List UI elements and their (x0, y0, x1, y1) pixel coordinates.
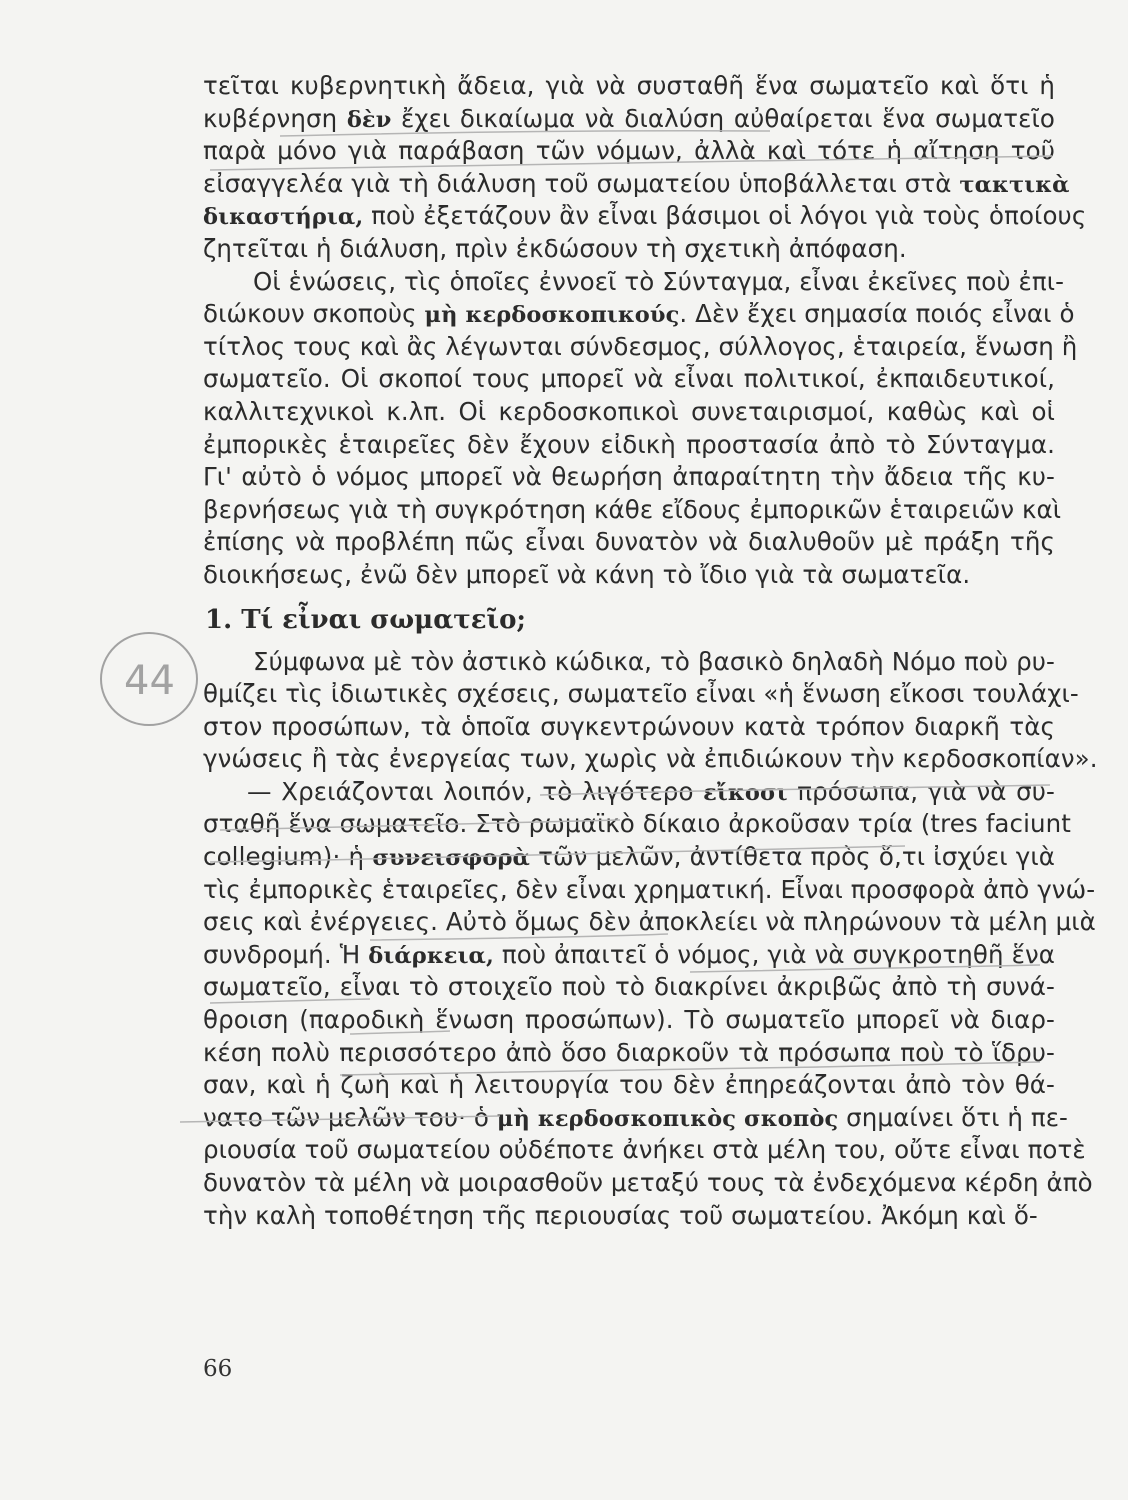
bold-term: συνεισφορὰ (372, 845, 530, 872)
text-line: Οἱ ἑνώσεις, τὶς ὁποῖες ἐννοεῖ τὸ Σύνταγμα, εἶναι ἐκεῖνες ποὺ ἐπι- (253, 266, 1065, 296)
text-line: δυνατὸν τὰ μέλη νὰ μοιρασθοῦν μεταξύ τους τὰ ἐνδεχόμενα κέρδη ἀπὸ (203, 1168, 1093, 1197)
text-line: ζητεῖται ἡ διάλυση, πρὶν ἐκδώσουν τὴ σχετικὴ ἀπόφαση. (203, 233, 907, 263)
text-line: σαν, καὶ ἡ ζωὴ καὶ ἡ λειτουργία του δὲν ἐπηρεάζονται ἀπὸ τὸν θά- (203, 1070, 1055, 1100)
text-line: βερνήσεως γιὰ τὴ συγκρότηση κάθε εἴδους ἐμπορικῶν ἑταιρειῶν καὶ (203, 494, 1062, 524)
text-line: ριουσία τοῦ σωματείου οὐδέποτε ἀνήκει στὰ μέλη του, οὔτε εἶναι ποτὲ (203, 1135, 1086, 1165)
text-line: σταθῆ ἕνα σωματεῖο. Στὸ ρωμαϊκὸ δίκαιο ἀρκοῦσαν τρία (tres faciunt (203, 809, 1071, 839)
text-line: σωματεῖο. Οἱ σκοποί τους μπορεῖ νὰ εἶναι πολιτικοί, ἐκπαιδευτικοί, (203, 364, 1055, 394)
bold-term: τακτικὰ (959, 171, 1070, 198)
text-segment: ποὺ ἐξετάζουν ἂν εἶναι βάσιμοι οἱ λόγοι γιὰ τοὺς ὁποίους (363, 201, 1087, 231)
text-line: παρὰ μόνο γιὰ παράβαση τῶν νόμων, ἀλλὰ καὶ τότε ἡ αἴτηση τοῦ (203, 136, 1055, 166)
bold-term: μὴ κερδοσκοπικούς (424, 302, 680, 329)
text-line: ἐπίσης νὰ προβλέπη πῶς εἶναι δυνατὸν νὰ διαλυθοῦν μὲ πράξη τῆς (203, 527, 1055, 557)
text-line: τὴν καλὴ τοποθέτηση τῆς περιουσίας τοῦ σωματείου. Ἀκόμη καὶ ὅ- (203, 1200, 1038, 1230)
text-segment: — Χρειάζονται λοιπόν, τὸ λιγότερο (247, 776, 704, 806)
bold-term: δικαστήρια, (203, 204, 364, 231)
text-line (203, 168, 1070, 201)
text-line: Γι' αὐτὸ ὁ νόμος μπορεῖ νὰ θεωρήση ἀπαραίτητη τὴν ἄδεια τῆς κυ- (203, 462, 1055, 492)
text-segment: διώκουν σκοποὺς (203, 299, 425, 329)
text-segment: τῶν μελῶν, ἀντίθετα πρὸς ὅ,τι ἰσχύει γιὰ (529, 842, 1056, 872)
text-line (203, 939, 1055, 972)
text-line (203, 776, 1055, 809)
handwritten-circle-note (94, 626, 204, 732)
text-line (203, 103, 1055, 136)
text-segment: πρόσωπα, γιὰ νὰ συ- (787, 776, 1055, 806)
paragraph-2 (203, 266, 1078, 592)
text-line: κέση πολὺ περισσότερο ἀπὸ ὅσο διαρκοῦν τὰ πρόσωπα ποὺ τὸ ἵδρυ- (203, 1037, 1055, 1067)
bold-term: εἴκοσι (703, 779, 788, 806)
section-heading: 1. Τί εἶναι σωματεῖο; (205, 604, 527, 635)
bold-term: δὲν (346, 106, 392, 133)
bold-term: διάρκεια, (368, 942, 494, 969)
text-line (203, 1102, 1068, 1135)
text-line (203, 200, 1087, 233)
text-line: Σύμφωνα μὲ τὸν ἀστικὸ κώδικα, τὸ βασικὸ δηλαδὴ Νόμο ποὺ ρυ- (253, 646, 1055, 676)
text-line: τεῖται κυβερνητικὴ ἄδεια, γιὰ νὰ συσταθῆ ἕνα σωματεῖο καὶ ὅτι ἡ (203, 71, 1055, 100)
paragraph-3 (203, 646, 1098, 776)
text-segment: νατο τῶν μελῶν του· ὁ (203, 1102, 497, 1132)
page-number: 66 (203, 1356, 233, 1382)
text-line: σεις καὶ ἐνέργειες. Αὐτὸ ὅμως δὲν ἀποκλείει νὰ πληρώνουν τὰ μέλη μιὰ (203, 907, 1096, 937)
text-segment: κυβέρνηση (203, 103, 347, 133)
text-segment: . Δὲν ἔχει σημασία ποιός εἶναι ὁ (679, 299, 1075, 329)
pencil-note-text: 44 (124, 658, 175, 704)
text-line: θμίζει τὶς ἰδιωτικὲς σχέσεις, σωματεῖο εἶναι «ἡ ἕνωση εἴκοσι τουλάχι- (203, 679, 1079, 709)
text-segment: collegium)· ἡ (203, 842, 373, 872)
text-line: καλλιτεχνικοὶ κ.λπ. Οἱ κερδοσκοπικοὶ συνεταιρισμοί, καθὼς καὶ οἱ (203, 396, 1055, 426)
text-line: τὶς ἐμπορικὲς ἑταιρεῖες, δὲν εἶναι χρηματική. Εἶναι προσφορὰ ἀπὸ γνώ- (203, 874, 1096, 904)
text-line: σωματεῖο, εἶναι τὸ στοιχεῖο ποὺ τὸ διακρίνει ἀκριβῶς ἀπὸ τὴ συνά- (203, 972, 1055, 1002)
text-line: γνώσεις ἢ τὰς ἐνεργείας των, χωρὶς νὰ ἐπιδιώκουν τὴν κερδοσκοπίαν». (203, 744, 1098, 774)
text-line: θροιση (παροδικὴ ἕνωση προσώπων). Τὸ σωματεῖο μπορεῖ νὰ διαρ- (203, 1005, 1055, 1035)
text-segment: ἔχει δικαίωμα νὰ διαλύση αὐθαίρεται ἕνα σωματεῖο (391, 103, 1055, 133)
text-segment: εἰσαγγελέα γιὰ τὴ διάλυση τοῦ σωματείου ὑποβάλλεται στὰ (203, 168, 960, 198)
text-line (203, 841, 1055, 874)
text-line: τίτλος τους καὶ ἂς λέγωνται σύνδεσμος, σύλλογος, ἑταιρεία, ἕνωση ἢ (203, 331, 1078, 361)
text-line: διοικήσεως, ἐνῶ δὲν μπορεῖ νὰ κάνη τὸ ἴδιο γιὰ τὰ σωματεῖα. (203, 559, 971, 589)
text-segment: συνδρομή. Ἡ (203, 939, 369, 969)
text-segment: σημαίνει ὅτι ἡ πε- (838, 1102, 1068, 1132)
bold-term: μὴ κερδοσκοπικὸς σκοπὸς (496, 1105, 839, 1132)
text-line: στον προσώπων, τὰ ὁποῖα συγκεντρώνουν κατὰ τρόπον διαρκῆ τὰς (203, 711, 1055, 741)
paragraph-4 (203, 776, 1096, 1232)
paragraph-1 (203, 70, 1087, 266)
text-line (203, 298, 1075, 331)
text-segment: ποὺ ἀπαιτεῖ ὁ νόμος, γιὰ νὰ συγκροτηθῆ ἕνα (493, 939, 1055, 969)
page-body (203, 70, 1098, 1232)
text-line: ἐμπορικὲς ἑταιρεῖες δὲν ἔχουν εἰδικὴ προστασία ἀπὸ τὸ Σύνταγμα. (203, 429, 1055, 459)
